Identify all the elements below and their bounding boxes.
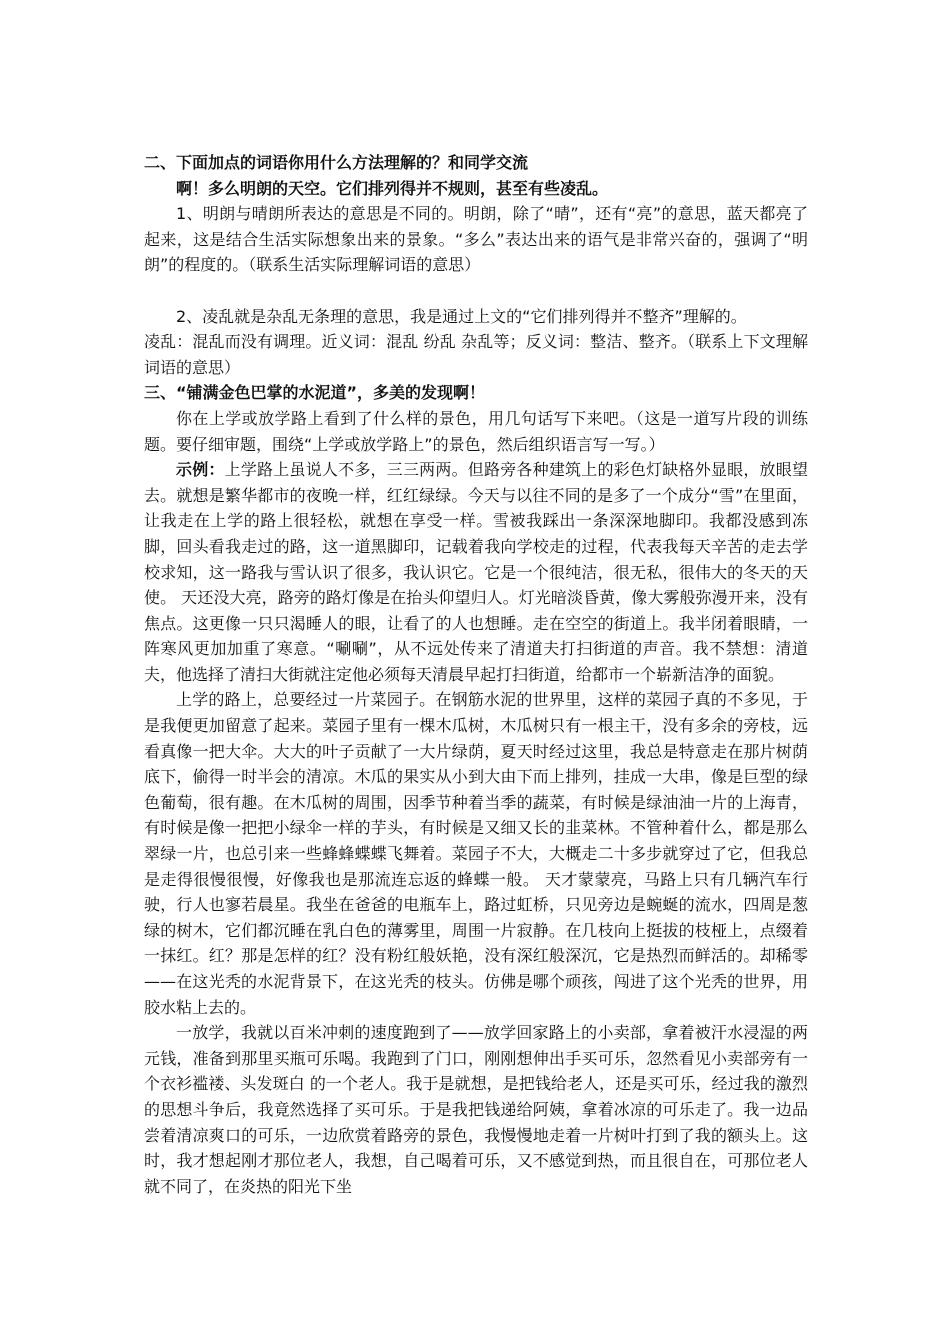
section-3-paragraph-3: 一放学，我就以百米冲刺的速度跑到了——放学回家路上的小卖部，拿着被汗水浸湿的两元钱，准备到那里买瓶可乐喝。我跑到了门口，刚刚想伸出手买可乐，忽然看见小卖部旁有一个衣衫褴褛、头发斑白 的一个老人。我于是就想，是把钱给老人，还是买可乐，经过我的激烈的思想斗争后，我竟然选择了买可乐。于是我把钱递给阿姨，拿着冰凉的可乐走了。我一边品尝着清凉爽口的可乐，一边欣赏着路旁的景色，我慢慢地走着一片树叶打到了我的额头上。这时，我才想起刚才那位老人，我想，自己喝着可乐，又不感觉到热，而且很自在，可那位老人就不同了，在炎热的阳光下坐: [144, 1023, 808, 1196]
example-text: 上学路上虽说人不多，三三两两。但路旁各种建筑上的彩色灯缺格外显眼，放眼望去。就想是繁华都市的夜晚一样，红红绿绿。今天与以往不同的是多了一个成分“雪”在里面，让我走在上学的路上很轻松，就想在享受一样。雪被我踩出一条深深地脚印。我都没感到冻脚，回头看我走过的路，这一道黑脚印，记载着我向学校走的过程，代表我每天辛苦的走去学校求知，这一路我与雪认识了很多，我认识它。它是一个很纯洁，很无私，很伟大的冬天的天使。 天还没大亮，路旁的路灯像是在抬头仰望归人。灯光暗淡昏黄，像大雾般弥漫开来，没有焦点。这更像一只只渴睡人的眼，让看了的人也想睡。走在空空的街道上。我半闭着眼睛，一阵寒风更加加重了寒意。“唰唰”，从不远处传来了清道夫打扫街道的声音。我不禁想：清道夫，他选择了清扫大街就注定他必须每天清晨早起打扫街道，给都市一个崭新洁净的面貌。: [144, 460, 808, 684]
document-page: [144, 150, 808, 1199]
section-3-heading: 三、“铺满金色巴掌的水泥道”，多美的发现啊！: [144, 383, 486, 403]
blank-line: [144, 278, 808, 304]
section-3-prompt: 你在上学或放学路上看到了什么样的景色，用几句话写下来吧。（这是一道写片段的训练题。要仔细审题，围绕“上学或放学路上”的景色，然后组织语言写一写。）: [144, 408, 808, 454]
section-2-item-2-continued: 凌乱：混乱而没有调理。近义词：混乱 纷乱 杂乱等；反义词：整洁、整齐。（联系上下文理解词语的意思）: [144, 332, 808, 377]
section-3-paragraph-2: 上学的路上，总要经过一片菜园子。在钢筋水泥的世界里，这样的菜园子真的不多见，于是我便更加留意了起来。菜园子里有一棵木瓜树，木瓜树只有一根主干，没有多余的旁枝，远看真像一把大伞。大大的叶子贡献了一大片绿荫，夏天时经过这里，我总是特意走在那片树荫底下，偷得一时半会的清凉。木瓜的果实从小到大由下而上排列，挂成一大串，像是巨型的绿色葡萄，很有趣。在木瓜树的周围，因季节种着当季的蔬菜，有时候是绿油油一片的上海青，有时候是像一把把小绿伞一样的芋头，有时候是又细又长的韭菜林。不管种着什么，都是那么翠绿一片，也总引来一些蜂蜂蝶蝶飞舞着。菜园子不大，大概走二十多步就穿过了它，但我总是走得很慢很慢，好像我也是那流连忘返的蜂蝶一般。 天才蒙蒙亮，马路上只有几辆汽车行驶，行人也寥若晨星。我坐在爸爸的电瓶车上，路过虹桥，只见旁边是蜿蜒的流水，四周是葱绿的树木，它们都沉睡在乳白色的薄雾里，周围一片寂静。在几枝向上挺拔的枝桠上，点缀着一抹红。红？那是怎样的红？没有粉红般妖艳，没有深红般深沉，它是热烈而鲜活的。却稀零——在这光秃的水泥背景下，在这光秃的枝头。仿佛是哪个顽孩，闯进了这个光秃的世界，用胶水粘上去的。: [144, 690, 808, 1017]
section-2-example-sentence: 啊！多么明朗的天空。它们排列得并不规则，甚至有些凌乱。: [176, 178, 609, 198]
section-3-example: [144, 457, 808, 687]
section-2-heading: 二、下面加点的词语你用什么方法理解的？和同学交流: [144, 153, 529, 172]
example-label: 示例：: [176, 460, 225, 480]
section-2-item-2: 2、凌乱就是杂乱无条理的意思，我是通过上文的“它们排列得并不整齐”理解的。: [176, 306, 747, 326]
section-2-item-1: 1、明朗与晴朗所表达的意思是不同的。明朗，除了“晴”，还有“亮”的意思，蓝天都亮了起来，这是结合生活实际想象出来的景象。“多么”表达出来的语气是非常兴奋的，强调了“明朗”的程度的。（联系生活实际理解词语的意思）: [144, 204, 808, 275]
